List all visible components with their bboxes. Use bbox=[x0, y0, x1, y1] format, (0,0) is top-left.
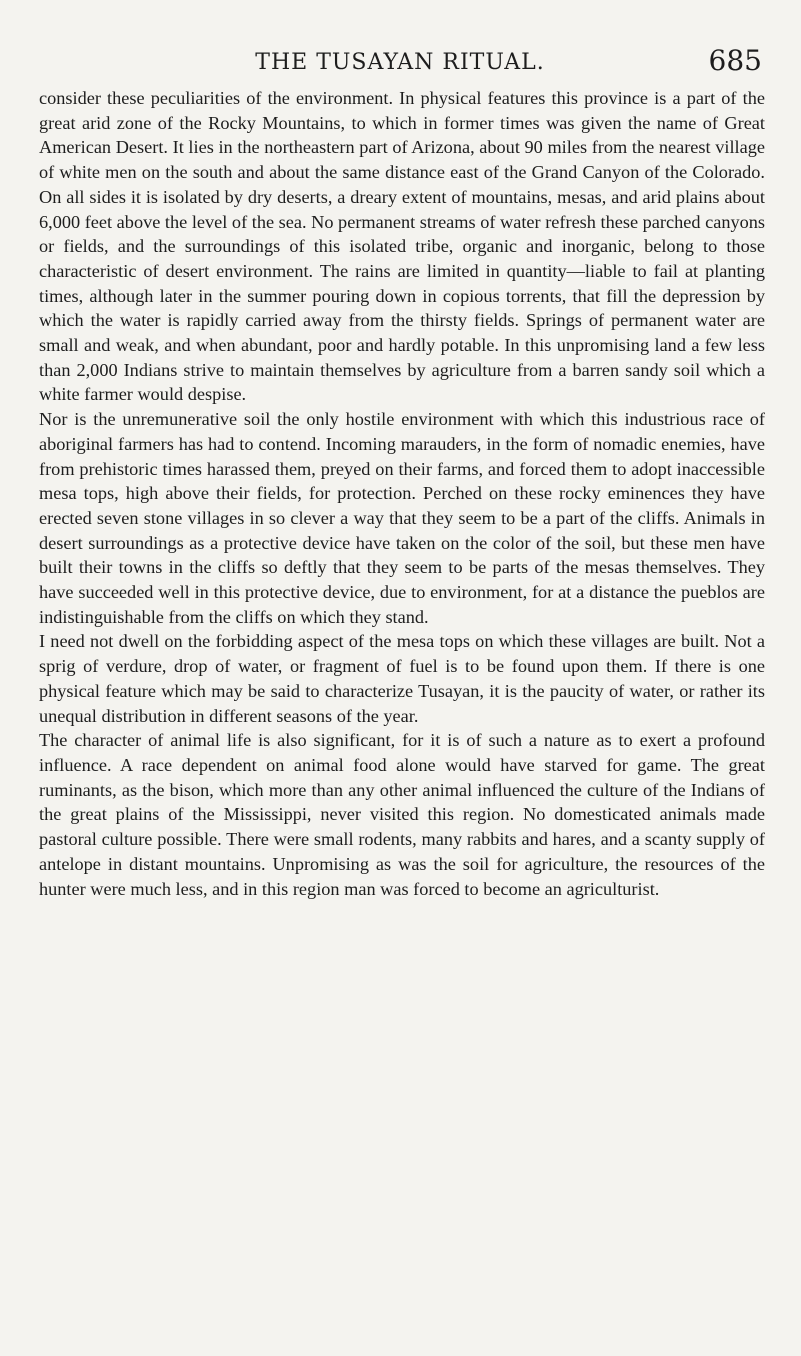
paragraph-animal-life: The character of animal life is also significant, for it is of such a nature as to exert a profound influence. A race dependent on animal food alone would have starved for game. The great ruminants, as the bison, which more than any other animal influenced the culture of the Indians of the great plains of the Mississippi, never visited this region. No domesticated animals made pastoral culture possible. There were small rodents, many rabbits and hares, and a scanty supply of antelope in distant mountains. Unpromising as was the soil for agriculture, the resources of the hunter were much less, and in this region man was forced to become an agriculturist. bbox=[39, 730, 765, 899]
paragraph-marauders: Nor is the unremunerative soil the only hostile environment with which this industrious race of aboriginal farmers has had to contend. Incoming marauders, in the form of nomadic enemies, have from prehistoric times harassed them, preyed on their farms, and forced them to adopt inaccessible mesa tops, high above their fields, for protection. Perched on these rocky eminences they have erected seven stone villages in so clever a way that they seem to be a part of the cliffs. Animals in desert surroundings as a protective device have taken on the color of the soil, but these men have built their towns in the cliffs so deftly that they seem to be parts of the mesas themselves. They have succeeded well in this protective device, due to environment, for at a distance the pueblos are indistinguishable from the cliffs on which they stand. bbox=[39, 409, 765, 627]
running-header-title: THE TUSAYAN RITUAL. bbox=[255, 50, 545, 75]
page-number: 685 bbox=[708, 44, 762, 77]
running-header bbox=[38, 44, 762, 78]
paragraph-environment: consider these peculiarities of the environment. In physical features this province is a part of the great arid zone of the Rocky Mountains, to which in former times was given the name of Great American Desert. It lies in the northeastern part of Arizona, about 90 miles from the nearest village of white men on the south and about the same distance east of the Grand Canyon of the Colorado. On all sides it is isolated by dry deserts, a dreary extent of mountains, mesas, and arid plains about 6,000 feet above the level of the sea. No permanent streams of water refresh these parched canyons or fields, and the surroundings of this isolated tribe, organic and inorganic, belong to those characteristic of desert environment. The rains are limited in quantity—liable to fail at planting times, although later in the summer pouring down in copious torrents, that fill the depression by which the water is rapidly carried away from the thirsty fields. Springs of permanent water are small and weak, and when abundant, poor and hardly potable. In this unpromising land a few less than 2,000 Indians strive to maintain themselves by agriculture from a barren sandy soil which a white farmer would despise. bbox=[39, 88, 765, 405]
body-text bbox=[39, 86, 765, 901]
paragraph-mesa-tops: I need not dwell on the forbidding aspect of the mesa tops on which these villages are built. Not a sprig of verdure, drop of water, or fragment of fuel is to be found upon them. If there is one physical feature which may be said to characterize Tusayan, it is the paucity of water, or rather its unequal distribution in different seasons of the year. bbox=[39, 631, 765, 726]
